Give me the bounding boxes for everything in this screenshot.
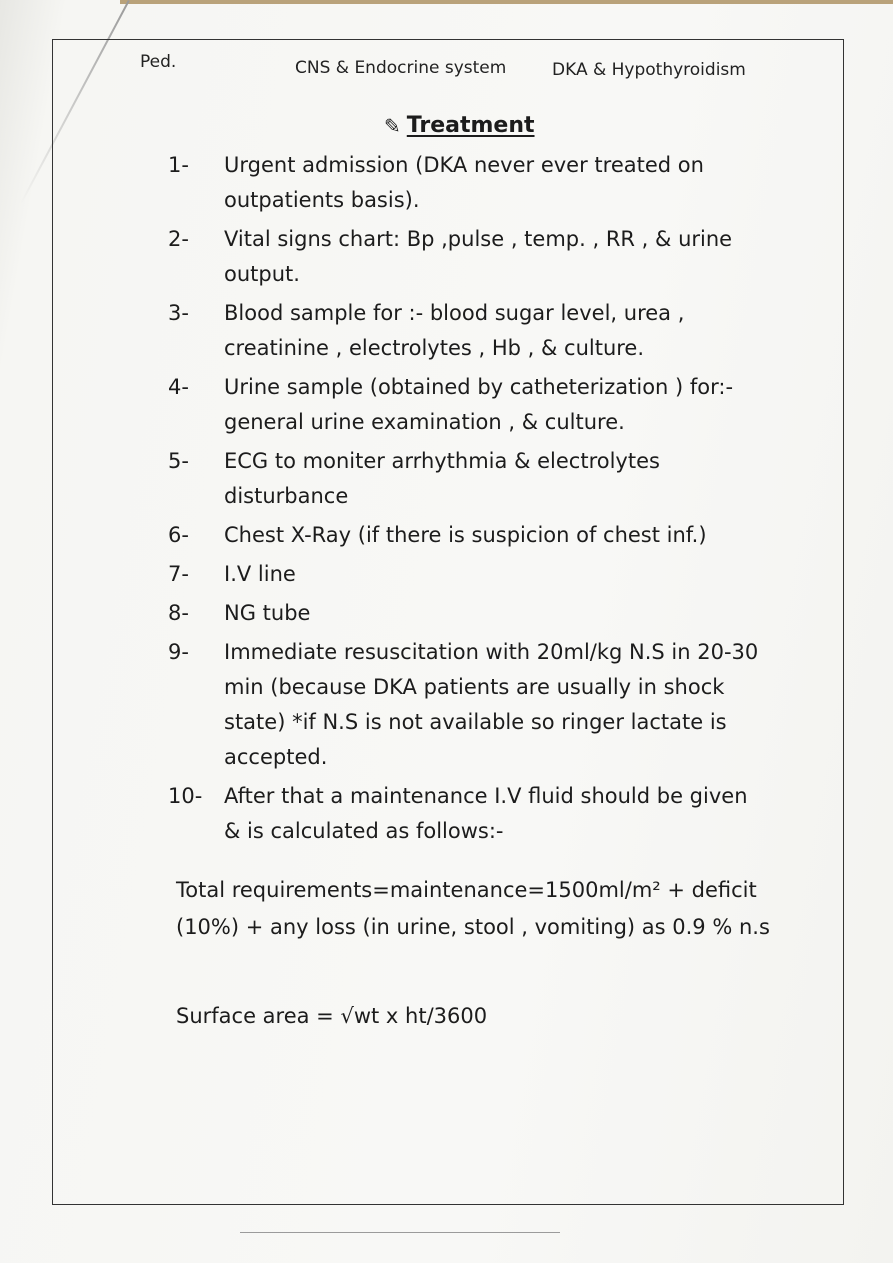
page-bottom-line	[240, 1232, 560, 1233]
page-edge	[120, 0, 893, 4]
item-number: 1-	[168, 153, 189, 177]
list-item	[168, 596, 768, 631]
item-number: 5-	[168, 449, 189, 473]
item-number: 9-	[168, 640, 189, 664]
section-title	[384, 113, 535, 138]
item-text: Urgent admission (DKA never ever treated on outpatients basis).	[224, 153, 704, 212]
list-item	[168, 518, 768, 553]
list-item	[168, 296, 768, 366]
item-number: 8-	[168, 601, 189, 625]
item-text: Urine sample (obtained by catheterization ) for:- general urine examination , & culture.	[224, 375, 734, 434]
item-text: Blood sample for :- blood sugar level, urea , creatinine , electrolytes , Hb , & culture.	[224, 301, 685, 360]
header-subject: Ped.	[140, 52, 177, 72]
list-item	[168, 635, 768, 775]
surface-area-formula: Surface area = √wt x ht/3600	[176, 1004, 488, 1028]
item-text: ECG to moniter arrhythmia & electrolytes disturbance	[224, 449, 660, 508]
treatment-list	[168, 148, 768, 853]
list-item	[168, 222, 768, 292]
item-number: 3-	[168, 301, 189, 325]
item-text: Vital signs chart: Bp ,pulse , temp. , RR , & urine output.	[224, 227, 733, 286]
clipboard-icon: ✎	[384, 113, 401, 138]
list-item	[168, 148, 768, 218]
item-number: 7-	[168, 562, 189, 586]
item-number: 10-	[168, 784, 203, 808]
header-topic: DKA & Hypothyroidism	[552, 60, 746, 80]
item-text: Immediate resuscitation with 20ml/kg N.S in 20-30 min (because DKA patients are usually in shock state) *if N.S is not available so ringer lactate is accepted.	[224, 640, 759, 769]
item-number: 4-	[168, 375, 189, 399]
list-item	[168, 557, 768, 592]
item-text: After that a maintenance I.V fluid should be given & is calculated as follows:-	[224, 784, 748, 843]
total-requirements-formula: Total requirements=maintenance=1500ml/m² + deficit (10%) + any loss (in urine, stool , vomiting) as 0.9 % n.s	[176, 878, 770, 939]
item-number: 6-	[168, 523, 189, 547]
item-number: 2-	[168, 227, 189, 251]
list-item	[168, 444, 768, 514]
header-system: CNS & Endocrine system	[295, 58, 507, 78]
list-item	[168, 779, 768, 849]
item-text: NG tube	[224, 601, 311, 625]
list-item	[168, 370, 768, 440]
item-text: Chest X-Ray (if there is suspicion of chest inf.)	[224, 523, 707, 547]
item-text: I.V line	[224, 562, 296, 586]
section-title-text: Treatment	[406, 113, 535, 138]
